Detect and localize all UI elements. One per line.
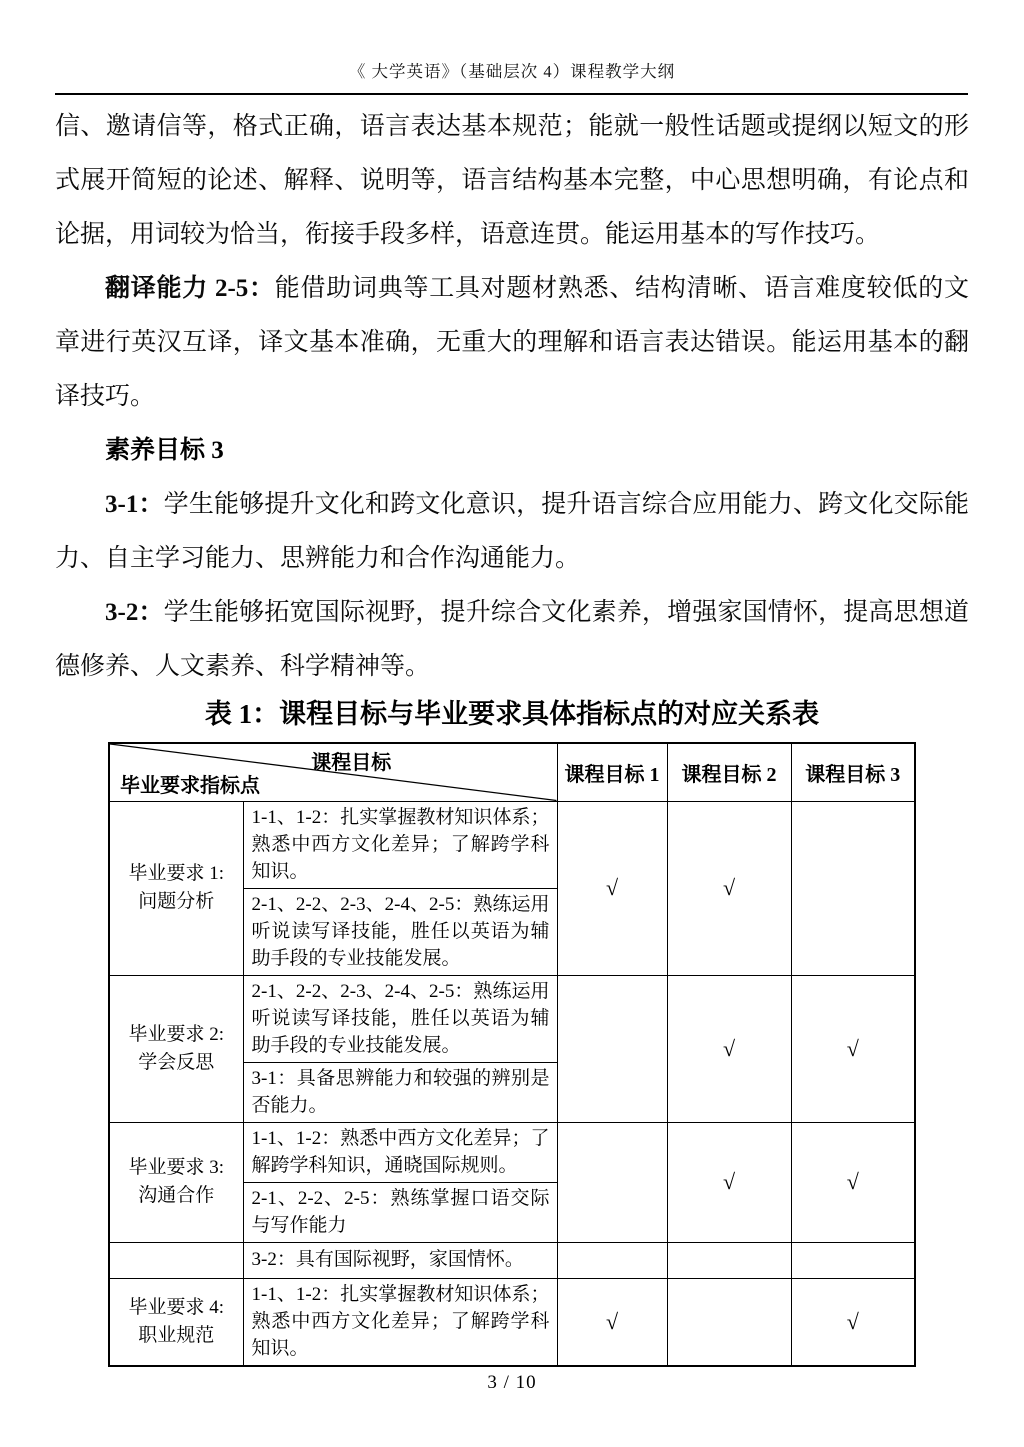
- check-cell-req2-goal2: √: [667, 975, 791, 1122]
- paragraph-lead-3-1: 3-1：: [105, 491, 164, 518]
- column-header-goal-3: 课程目标 3: [791, 743, 915, 801]
- check-cell-req3-goal3: √: [791, 1122, 915, 1242]
- corner-label-graduation-indicators: 毕业要求指标点: [120, 774, 260, 797]
- column-header-goal-2: 课程目标 2: [667, 743, 791, 801]
- check-cell-req4-goal2: [667, 1278, 791, 1366]
- indicator-cell-req3-a: 1-1、1-2：熟悉中西方文化差异；了解跨学科知识，通晓国际规则。: [243, 1122, 557, 1182]
- check-cell-req1-goal2: √: [667, 801, 791, 975]
- indicator-cell-req4-a: 1-1、1-2：扎实掌握教材知识体系；熟悉中西方文化差异；了解跨学科知识。: [243, 1278, 557, 1366]
- grad-req-2-label: 毕业要求 2: 学会反思: [109, 975, 243, 1122]
- course-goal-mapping-table: [108, 742, 916, 1367]
- grad-req-4-label: 毕业要求 4: 职业规范: [109, 1278, 243, 1366]
- heading-quality-goal-3: 素养目标 3: [105, 437, 224, 464]
- indicator-cell-req2-a: 2-1、2-2、2-3、2-4、2-5：熟练运用听说读写译技能，胜任以英语为辅助手段的专业技能发展。: [243, 975, 557, 1062]
- check-cell-req1-goal3: [791, 801, 915, 975]
- corner-label-course-goals: 课程目标: [311, 752, 392, 774]
- paragraph-writing-continued: 信、邀请信等，格式正确，语言表达基本规范；能就一般性话题或提纲以短文的形式展开简短的论述、解释、说明等，语言结构基本完整，中心思想明确，有论点和论据，用词较为恰当，衔接手段多样，语意连贯。能运用基本的写作技巧。: [55, 113, 969, 248]
- check-cell-extra-goal2: [667, 1242, 791, 1278]
- check-cell-req3-goal1: [557, 1122, 667, 1242]
- indicator-cell-extra: 3-2：具有国际视野，家国情怀。: [243, 1242, 557, 1278]
- check-cell-req4-goal3: √: [791, 1278, 915, 1366]
- check-cell-extra-goal1: [557, 1242, 667, 1278]
- check-cell-req1-goal1: √: [557, 801, 667, 975]
- check-cell-req3-goal2: √: [667, 1122, 791, 1242]
- page-header-title: 《 大学英语》（基础层次 4）课程教学大纲: [348, 62, 676, 81]
- check-cell-req4-goal1: √: [557, 1278, 667, 1366]
- paragraph-lead-3-2: 3-2：: [105, 599, 164, 626]
- header-divider: [55, 93, 968, 95]
- check-cell-req2-goal3: √: [791, 975, 915, 1122]
- extra-row-empty-label: [109, 1242, 243, 1278]
- check-cell-req2-goal1: [557, 975, 667, 1122]
- indicator-cell-req2-b: 3-1：具备思辨能力和较强的辨别是否能力。: [243, 1062, 557, 1122]
- paragraph-translation-ability: [55, 262, 969, 424]
- table-corner-cell: [109, 743, 557, 801]
- grad-req-1-label: 毕业要求 1: 问题分析: [109, 801, 243, 975]
- paragraph-text-translation: 能借助词典等工具对题材熟悉、结构清晰、语言难度较低的文章进行英汉互译，译文基本准确，无重大的理解和语言表达错误。能运用基本的翻译技巧。: [55, 275, 969, 410]
- paragraph-goal-3-2: [55, 586, 969, 694]
- indicator-cell-req1-b: 2-1、2-2、2-3、2-4、2-5：熟练运用听说读写译技能，胜任以英语为辅助手段的专业技能发展。: [243, 888, 557, 975]
- paragraph-goal-3-1: [55, 478, 969, 586]
- page-number: 3 / 10: [487, 1371, 537, 1393]
- indicator-cell-req3-b: 2-1、2-2、2-5：熟练掌握口语交际与写作能力: [243, 1182, 557, 1242]
- table-title: 表 1：课程目标与毕业要求具体指标点的对应关系表: [204, 699, 820, 729]
- document-body: [55, 100, 969, 1394]
- column-header-goal-1: 课程目标 1: [557, 743, 667, 801]
- paragraph-lead-translation: 翻译能力 2-5：: [105, 275, 275, 302]
- check-cell-extra-goal3: [791, 1242, 915, 1278]
- indicator-cell-req1-a: 1-1、1-2：扎实掌握教材知识体系；熟悉中西方文化差异；了解跨学科知识。: [243, 801, 557, 888]
- paragraph-text-3-1: 学生能够提升文化和跨文化意识，提升语言综合应用能力、跨文化交际能力、自主学习能力、思辨能力和合作沟通能力。: [55, 491, 969, 572]
- paragraph-text-3-2: 学生能够拓宽国际视野，提升综合文化素养，增强家国情怀，提高思想道德修养、人文素养、科学精神等。: [55, 599, 969, 680]
- grad-req-3-label: 毕业要求 3: 沟通合作: [109, 1122, 243, 1242]
